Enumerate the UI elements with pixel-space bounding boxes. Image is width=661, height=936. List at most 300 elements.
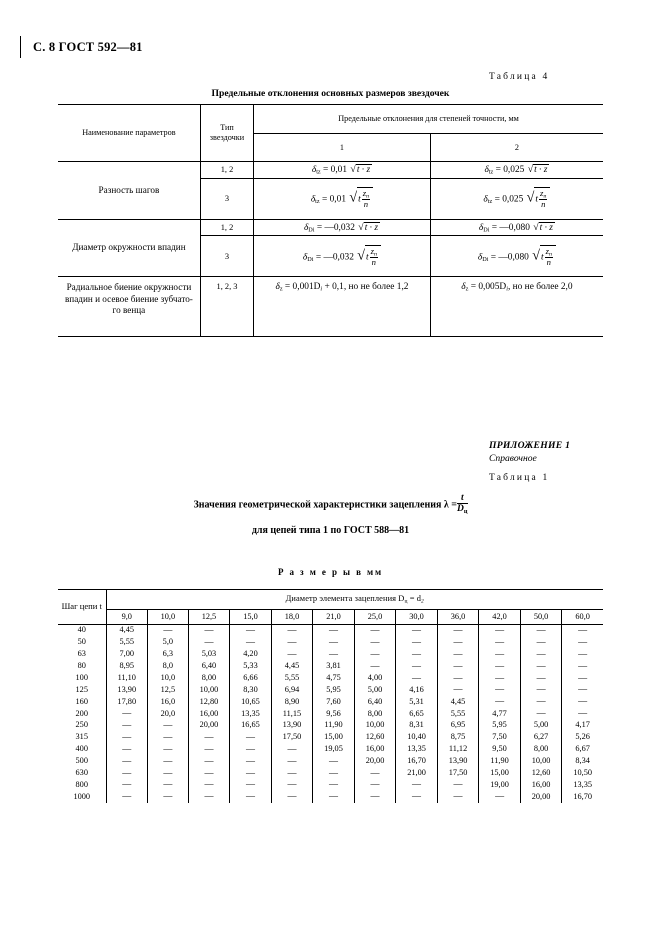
td-formula-r2c1 [254, 178, 431, 219]
td-value: 5,55 [437, 708, 479, 720]
td-value: — [437, 673, 479, 685]
radical-icon: √t $\frac{z_п}{n}$ [356, 245, 381, 268]
table1-label: Таблица 1 [489, 473, 550, 483]
td-value: 4,45 [106, 625, 148, 637]
td-value: — [520, 696, 562, 708]
radical-icon: √t $\frac{z_п}{n}$ [348, 187, 373, 210]
td-value: — [271, 625, 313, 637]
td-value: 11,12 [437, 744, 479, 756]
td-formula-r5c1 [254, 277, 431, 337]
sym: δ [477, 252, 483, 263]
td-value: 4,45 [271, 661, 313, 673]
td-value: 12,5 [148, 684, 189, 696]
td-type-12: 1, 2 [200, 162, 253, 179]
td-value: — [562, 637, 603, 649]
rad-body-text: t · z [534, 165, 548, 175]
td-value: 13,90 [437, 756, 479, 768]
sym: δ [310, 194, 316, 205]
th-param-name: Наименование параметров [58, 105, 200, 162]
th-diameter-25-0: 25,0 [354, 610, 396, 625]
table1-title-prefix: Значения геометрической характеристики зацепления λ = [193, 499, 458, 511]
td-type-12-b: 1, 2 [200, 219, 253, 236]
td-value: — [188, 744, 230, 756]
table1-row [58, 720, 603, 732]
th-diameter-36-0: 36,0 [437, 610, 479, 625]
coef: = 0,025 [495, 165, 525, 175]
td-value: 20,00 [354, 756, 396, 768]
table4-row-runout [58, 277, 603, 337]
sub: tz [315, 198, 320, 206]
td-value: 5,95 [313, 684, 355, 696]
td-value: — [230, 732, 272, 744]
td-value: 17,50 [437, 768, 479, 780]
table1-row [58, 696, 603, 708]
td-value: — [562, 673, 603, 685]
coef: = —0,080 [491, 222, 530, 233]
td-value: 12,80 [188, 696, 230, 708]
sub: z [465, 286, 469, 294]
td-value: 6,66 [230, 673, 272, 685]
table4-title: Предельные отклонения основных размеров звездочек [211, 88, 450, 99]
td-value: 5,00 [354, 684, 396, 696]
td-value: 6,40 [354, 696, 396, 708]
td-value: — [313, 649, 355, 661]
td-value: 16,70 [396, 756, 438, 768]
sub: z [279, 286, 283, 294]
td-value: 10,40 [396, 732, 438, 744]
th-diameter-9-0: 9,0 [106, 610, 148, 625]
table4-label: Таблица 4 [489, 72, 550, 82]
td-value: 4,45 [437, 696, 479, 708]
table1-header-row-2 [58, 610, 603, 625]
td-value: — [188, 756, 230, 768]
td-value: 15,00 [479, 768, 521, 780]
td-value: — [188, 791, 230, 803]
table1-row [58, 732, 603, 744]
td-value: 4,20 [230, 649, 272, 661]
td-value: — [230, 779, 272, 791]
table1-row [58, 756, 603, 768]
sym: δ [311, 165, 317, 175]
td-value: — [230, 791, 272, 803]
td-formula-r3c2 [430, 219, 603, 236]
td-value: — [354, 625, 396, 637]
td-value: 5,0 [148, 637, 189, 649]
td-value: 6,95 [437, 720, 479, 732]
fraction [539, 189, 547, 210]
td-value: 6,3 [148, 649, 189, 661]
td-value: — [479, 661, 521, 673]
rad-lead: t [366, 252, 369, 263]
table-4 [58, 104, 603, 337]
coef: = 0,001D [284, 282, 321, 293]
span-eq: = d [409, 594, 422, 604]
table1-row [58, 744, 603, 756]
td-type-123: 1, 2, 3 [200, 277, 253, 337]
td-value: — [396, 779, 438, 791]
span-label-sub: ц [404, 598, 408, 605]
page-edge-rule [20, 36, 21, 58]
td-value: — [354, 779, 396, 791]
td-value: — [437, 661, 479, 673]
num: z [362, 187, 367, 198]
td-value: — [479, 791, 521, 803]
td-value: 8,31 [396, 720, 438, 732]
td-value: — [188, 768, 230, 780]
td-value: 11,15 [271, 708, 313, 720]
td-value: — [354, 637, 396, 649]
td-value: 13,35 [230, 708, 272, 720]
td-value: 8,90 [271, 696, 313, 708]
td-value: — [271, 637, 313, 649]
td-value: — [148, 779, 189, 791]
num: z [540, 187, 544, 198]
table1-row [58, 791, 603, 803]
sym: δ [303, 222, 309, 233]
td-value: — [562, 696, 603, 708]
td-pitch: 630 [58, 768, 106, 780]
lambda-den: D [457, 504, 464, 515]
td-value: — [437, 779, 479, 791]
th-deviation-group: Предельные отклонения для степеней точности, мм [254, 105, 603, 134]
td-formula-r5c2 [430, 277, 603, 337]
td-pitch: 125 [58, 684, 106, 696]
table1-row [58, 684, 603, 696]
th-diameter-60-0: 60,0 [562, 610, 603, 625]
td-value: 8,34 [562, 756, 603, 768]
radical-icon: √t · z [527, 164, 548, 175]
td-value: — [479, 684, 521, 696]
td-pitch: 1000 [58, 791, 106, 803]
td-value: 5,95 [479, 720, 521, 732]
sym: δ [483, 194, 488, 205]
td-value: — [354, 791, 396, 803]
td-value: — [396, 791, 438, 803]
table1-row [58, 673, 603, 685]
td-value: 15,00 [313, 732, 355, 744]
td-value: — [148, 744, 189, 756]
td-value: — [520, 673, 562, 685]
table1-row [58, 708, 603, 720]
th-diameter-18-0: 18,0 [271, 610, 313, 625]
appendix-title: ПРИЛОЖЕНИЕ 1 [489, 440, 571, 451]
td-pitch: 250 [58, 720, 106, 732]
td-value: 17,80 [106, 696, 148, 708]
td-value: — [313, 768, 355, 780]
td-value: — [148, 756, 189, 768]
rad-body-text: t · z [356, 165, 371, 175]
td-value: 9,50 [479, 744, 521, 756]
tail: + 0,1, но не более 1,2 [324, 282, 409, 293]
td-value: 16,00 [520, 779, 562, 791]
rad-lead: t [358, 194, 361, 205]
td-value: 10,00 [520, 756, 562, 768]
td-value: — [396, 625, 438, 637]
td-value: — [396, 661, 438, 673]
td-pitch: 315 [58, 732, 106, 744]
td-value: 7,50 [479, 732, 521, 744]
fraction [545, 247, 553, 268]
td-value: 4,77 [479, 708, 521, 720]
sub: Di [482, 256, 489, 264]
sub: Di [483, 226, 490, 234]
td-type-3: 3 [200, 178, 253, 219]
td-value: 21,00 [396, 768, 438, 780]
td-value: — [106, 732, 148, 744]
td-value: 10,00 [354, 720, 396, 732]
num-sub: п [366, 193, 370, 200]
td-value: — [562, 684, 603, 696]
td-value: 5,55 [106, 637, 148, 649]
td-value: — [148, 768, 189, 780]
radical-icon: √t $\frac{z_п}{n}$ [526, 187, 551, 210]
td-value: — [437, 684, 479, 696]
td-value: 4,16 [396, 684, 438, 696]
radical-icon: √t · z [358, 221, 378, 233]
th-chain-pitch: Шаг цепи t [58, 590, 106, 625]
rad-lead: t [535, 194, 539, 205]
radical-icon: √t $\frac{z_п}{n}$ [531, 245, 556, 268]
td-value: — [188, 732, 230, 744]
th-accuracy-1: 1 [254, 134, 431, 162]
den: n [362, 199, 370, 209]
span-label: Диаметр элемента зацепления D [285, 594, 405, 604]
sym: δ [484, 165, 489, 175]
num-sub: п [543, 193, 547, 200]
td-value: — [271, 779, 313, 791]
th-diameter-30-0: 30,0 [396, 610, 438, 625]
td-value: — [479, 696, 521, 708]
td-formula-r1c2 [430, 162, 603, 179]
td-value: — [520, 708, 562, 720]
th-diameter-21-0: 21,0 [313, 610, 355, 625]
table1-row [58, 637, 603, 649]
num: z [370, 245, 374, 256]
lambda-den-sub: ц [463, 508, 468, 515]
td-value: 8,00 [188, 673, 230, 685]
td-pitch: 400 [58, 744, 106, 756]
td-value: 12,60 [354, 732, 396, 744]
td-pitch: 160 [58, 696, 106, 708]
td-value: — [313, 637, 355, 649]
radical-icon: √t · z [533, 221, 553, 233]
td-value: — [148, 720, 189, 732]
sub: Di [308, 226, 315, 234]
sub: Di [307, 256, 314, 264]
sub: tz [316, 168, 321, 176]
sym: δ [302, 252, 308, 263]
td-value: 8,0 [148, 661, 189, 673]
td-pitch: 200 [58, 708, 106, 720]
th-diameter-42-0: 42,0 [479, 610, 521, 625]
td-value: — [479, 637, 521, 649]
td-value: — [354, 661, 396, 673]
sym: δ [275, 282, 280, 293]
coef: = —0,032 [315, 252, 354, 263]
td-formula-r4c2 [430, 236, 603, 277]
table1-header-row-1 [58, 590, 603, 610]
td-value: — [106, 768, 148, 780]
coef-sub: i [320, 286, 323, 294]
coef: = 0,01 [321, 194, 347, 205]
coef: = —0,080 [490, 252, 529, 263]
lambda-num: t [460, 493, 464, 503]
td-value: — [188, 637, 230, 649]
td-value: 5,26 [562, 732, 603, 744]
td-value: 10,65 [230, 696, 272, 708]
tail: , но не более 2,0 [507, 282, 573, 293]
th-engagement-diameter [106, 590, 603, 610]
td-value: — [396, 649, 438, 661]
td-value: — [520, 625, 562, 637]
td-value: — [479, 625, 521, 637]
td-formula-r3c1 [254, 219, 431, 236]
td-value: — [396, 637, 438, 649]
td-value: 6,40 [188, 661, 230, 673]
td-value: 4,17 [562, 720, 603, 732]
td-value: 8,75 [437, 732, 479, 744]
td-value: — [479, 649, 521, 661]
td-value: — [562, 661, 603, 673]
td-value: 11,10 [106, 673, 148, 685]
td-value: — [313, 756, 355, 768]
span-eq-sub: 2 [421, 598, 424, 605]
td-value: 19,05 [313, 744, 355, 756]
td-value: — [520, 661, 562, 673]
den: n [545, 257, 553, 267]
table1-title-line1 [0, 494, 661, 517]
td-value: — [437, 649, 479, 661]
num-sub: п [373, 251, 378, 258]
td-value: — [313, 625, 355, 637]
td-value: 11,90 [479, 756, 521, 768]
td-value: 11,90 [313, 720, 355, 732]
td-param-pitch-difference: Разность шагов [58, 162, 200, 220]
appendix-block [489, 440, 570, 466]
td-value: 16,70 [562, 791, 603, 803]
td-value: — [106, 744, 148, 756]
td-value: 3,81 [313, 661, 355, 673]
th-sprocket-type: Тип звездочки [200, 105, 253, 162]
td-formula-r1c1 [254, 162, 431, 179]
sym: δ [478, 222, 484, 233]
td-value: — [437, 625, 479, 637]
th-diameter-15-0: 15,0 [230, 610, 272, 625]
td-pitch: 40 [58, 625, 106, 637]
table4-row-root-dia-12 [58, 219, 603, 236]
td-formula-r2c2 [430, 178, 603, 219]
td-value: — [271, 756, 313, 768]
td-formula-r4c1 [254, 236, 431, 277]
den: n [539, 199, 547, 209]
th-diameter-12-5: 12,5 [188, 610, 230, 625]
td-value: — [313, 791, 355, 803]
td-type-3-b: 3 [200, 236, 253, 277]
td-value: — [520, 649, 562, 661]
td-value: 13,90 [271, 720, 313, 732]
td-value: 5,00 [520, 720, 562, 732]
coef: = —0,032 [316, 222, 355, 233]
td-value: 5,31 [396, 696, 438, 708]
td-value: — [562, 649, 603, 661]
td-pitch: 100 [58, 673, 106, 685]
td-pitch: 63 [58, 649, 106, 661]
td-value: — [148, 791, 189, 803]
td-value: 9,56 [313, 708, 355, 720]
td-value: 5,55 [271, 673, 313, 685]
td-value: — [354, 768, 396, 780]
td-value: 20,00 [520, 791, 562, 803]
td-value: 6,67 [562, 744, 603, 756]
th-diameter-10-0: 10,0 [148, 610, 189, 625]
td-value: — [271, 649, 313, 661]
table-1 [58, 589, 603, 803]
td-value: — [271, 791, 313, 803]
coef: = 0,025 [494, 194, 524, 205]
td-value: 10,50 [562, 768, 603, 780]
td-value: — [230, 744, 272, 756]
td-value: — [148, 732, 189, 744]
rad-lead: t [540, 252, 544, 263]
td-value: 5,03 [188, 649, 230, 661]
num-sub: п [548, 251, 552, 258]
table1-row [58, 779, 603, 791]
td-value: 16,0 [148, 696, 189, 708]
fraction [362, 189, 370, 210]
td-value: — [520, 637, 562, 649]
td-value: — [106, 791, 148, 803]
td-value: 6,65 [396, 708, 438, 720]
table1-body [58, 625, 603, 804]
td-value: 13,35 [396, 744, 438, 756]
td-value: — [562, 708, 603, 720]
td-value: 20,00 [188, 720, 230, 732]
appendix-subtitle: Справочное [489, 452, 537, 464]
td-value: — [479, 673, 521, 685]
th-diameter-50-0: 50,0 [520, 610, 562, 625]
td-value: — [230, 756, 272, 768]
td-value: — [313, 779, 355, 791]
rad-body-text: t · z [364, 222, 378, 233]
td-value: 16,65 [230, 720, 272, 732]
lambda-fraction [457, 493, 468, 516]
td-value: 6,27 [520, 732, 562, 744]
table4-header-row-1 [58, 105, 603, 134]
td-value: — [396, 673, 438, 685]
num: z [545, 245, 549, 256]
td-value: — [562, 625, 603, 637]
td-value: — [188, 779, 230, 791]
td-value: 7,00 [106, 649, 148, 661]
table1-title-line2: для цепей типа 1 по ГОСТ 588—81 [251, 525, 410, 536]
td-value: 6,94 [271, 684, 313, 696]
table1-row [58, 625, 603, 637]
table1-row [58, 649, 603, 661]
td-value: — [437, 637, 479, 649]
td-value: — [230, 637, 272, 649]
th-accuracy-2: 2 [430, 134, 603, 162]
td-value: — [106, 720, 148, 732]
td-param-runout: Радиальное биение окружности впадин и осевое биение зубчато-го венца [58, 277, 200, 337]
coef: = 0,005D [470, 282, 507, 293]
td-param-root-diameter: Диаметр окружности впадин [58, 219, 200, 277]
td-value: — [106, 779, 148, 791]
sub: tz [487, 198, 493, 206]
td-value: 13,35 [562, 779, 603, 791]
sizes-note: Р а з м е р ы в мм [277, 567, 384, 577]
table4-row-pitch-diff-12 [58, 162, 603, 179]
td-value: 16,00 [188, 708, 230, 720]
